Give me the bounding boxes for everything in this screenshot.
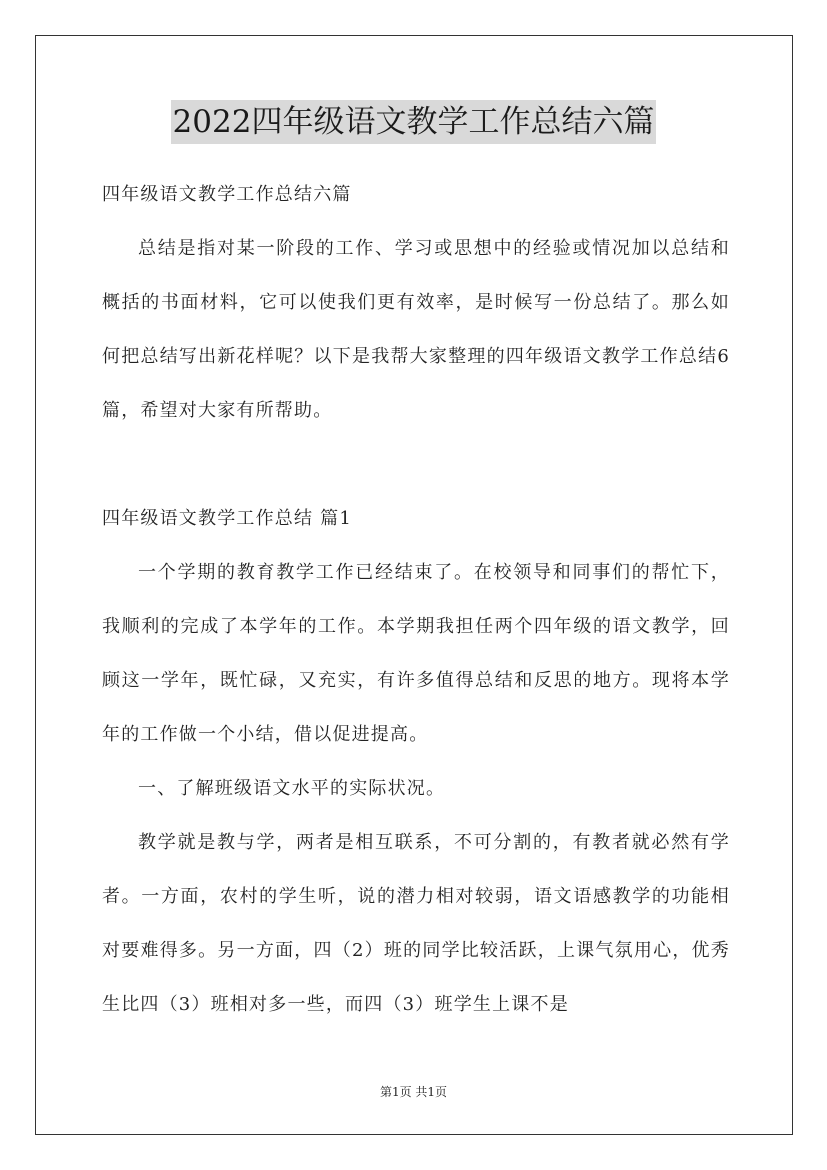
paragraph-gap [102, 438, 730, 492]
body-paragraph-2: 教学就是教与学，两者是相互联系，不可分割的，有教者就必然有学者。一方面，农村的学生听，说的潜力相对较弱，语文语感教学的功能相对要难得多。另一方面，四（2）班的同学比较活跃，上课气氛用心，优秀生比四（3）班相对多一些，而四（3）班学生上课不是 [102, 832, 730, 1015]
section-heading: 四年级语文教学工作总结 篇1 [102, 508, 352, 529]
page-footer [0, 1082, 827, 1102]
point-heading: 一、了解班级语文水平的实际状况。 [138, 778, 446, 799]
title-area [0, 100, 827, 144]
document-subtitle: 四年级语文教学工作总结六篇 [102, 184, 352, 205]
page-number: 第1页 共1页 [379, 1085, 448, 1099]
intro-paragraph: 总结是指对某一阶段的工作、学习或思想中的经验或情况加以总结和概括的书面材料，它可以使我们更有效率，是时候写一份总结了。那么如何把总结写出新花样呢？以下是我帮大家整理的四年级语文教学工作总结6篇，希望对大家有所帮助。 [102, 238, 730, 421]
document-title: 2022四年级语文教学工作总结六篇 [171, 100, 657, 144]
document-body [102, 168, 730, 1032]
body-paragraph-1: 一个学期的教育教学工作已经结束了。在校领导和同事们的帮忙下，我顺利的完成了本学年的工作。本学期我担任两个四年级的语文教学，回顾这一学年，既忙碌，又充实，有许多值得总结和反思的地方。现将本学年的工作做一个小结，借以促进提高。 [102, 562, 730, 745]
